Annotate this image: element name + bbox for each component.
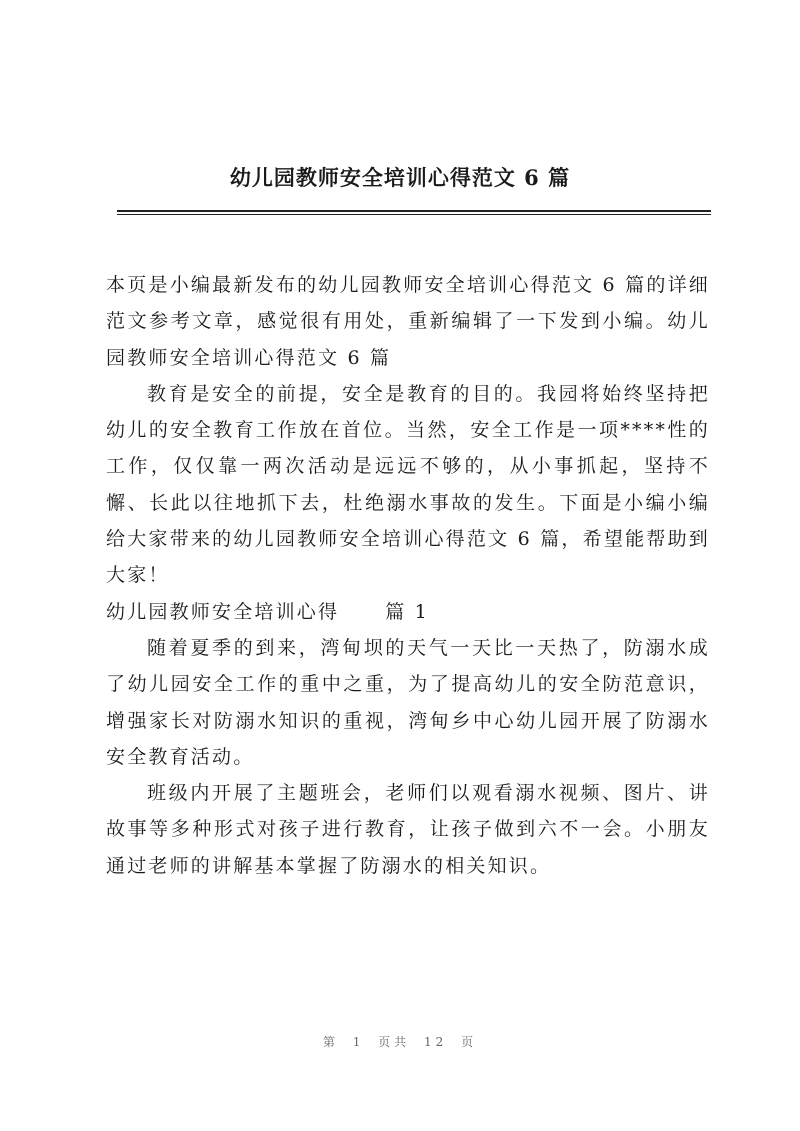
document-title: 幼儿园教师安全培训心得范文 6 篇 — [229, 165, 571, 190]
section-heading — [106, 594, 710, 630]
paragraph-class-meeting: 班级内开展了主题班会，老师们以观看溺水视频、图片、讲故事等多种形式对孩子进行教育，让孩子做到六不一会。小朋友通过老师的讲解基本掌握了防溺水的相关知识。 — [106, 782, 710, 877]
title-underline-thin — [117, 214, 711, 215]
paragraph-summer-drowning: 随着夏季的到来，湾甸坝的天气一天比一天热了，防溺水成了幼儿园安全工作的重中之重，为了提高幼儿的安全防范意识，增强家长对防溺水知识的重视，湾甸乡中心幼儿园开展了防溺水安全教育活动。 — [106, 636, 710, 768]
section-heading-text: 幼儿园教师安全培训心得 — [106, 600, 340, 623]
page-footer: 第 1 页共 12 页 — [322, 1035, 478, 1049]
intro-paragraph: 本页是小编最新发布的幼儿园教师安全培训心得范文 6 篇的详细范文参考文章，感觉很有用处，重新编辑了一下发到小编。幼儿园教师安全培训心得范文 6 篇 — [106, 274, 710, 369]
document-body — [106, 267, 710, 884]
section-number: 篇 1 — [385, 600, 429, 623]
title-underline — [117, 210, 711, 212]
paragraph-education-safety: 教育是安全的前提，安全是教育的目的。我园将始终坚持把幼儿的安全教育工作放在首位。当然，安全工作是一项****性的工作，仅仅靠一两次活动是远远不够的，从小事抓起，坚持不懈、长此以往地抓下去，杜绝溺水事故的发生。下面是小编小编给大家带来的幼儿园教师安全培训心得范文 6 篇，希望能帮助到大家！ — [106, 382, 710, 587]
